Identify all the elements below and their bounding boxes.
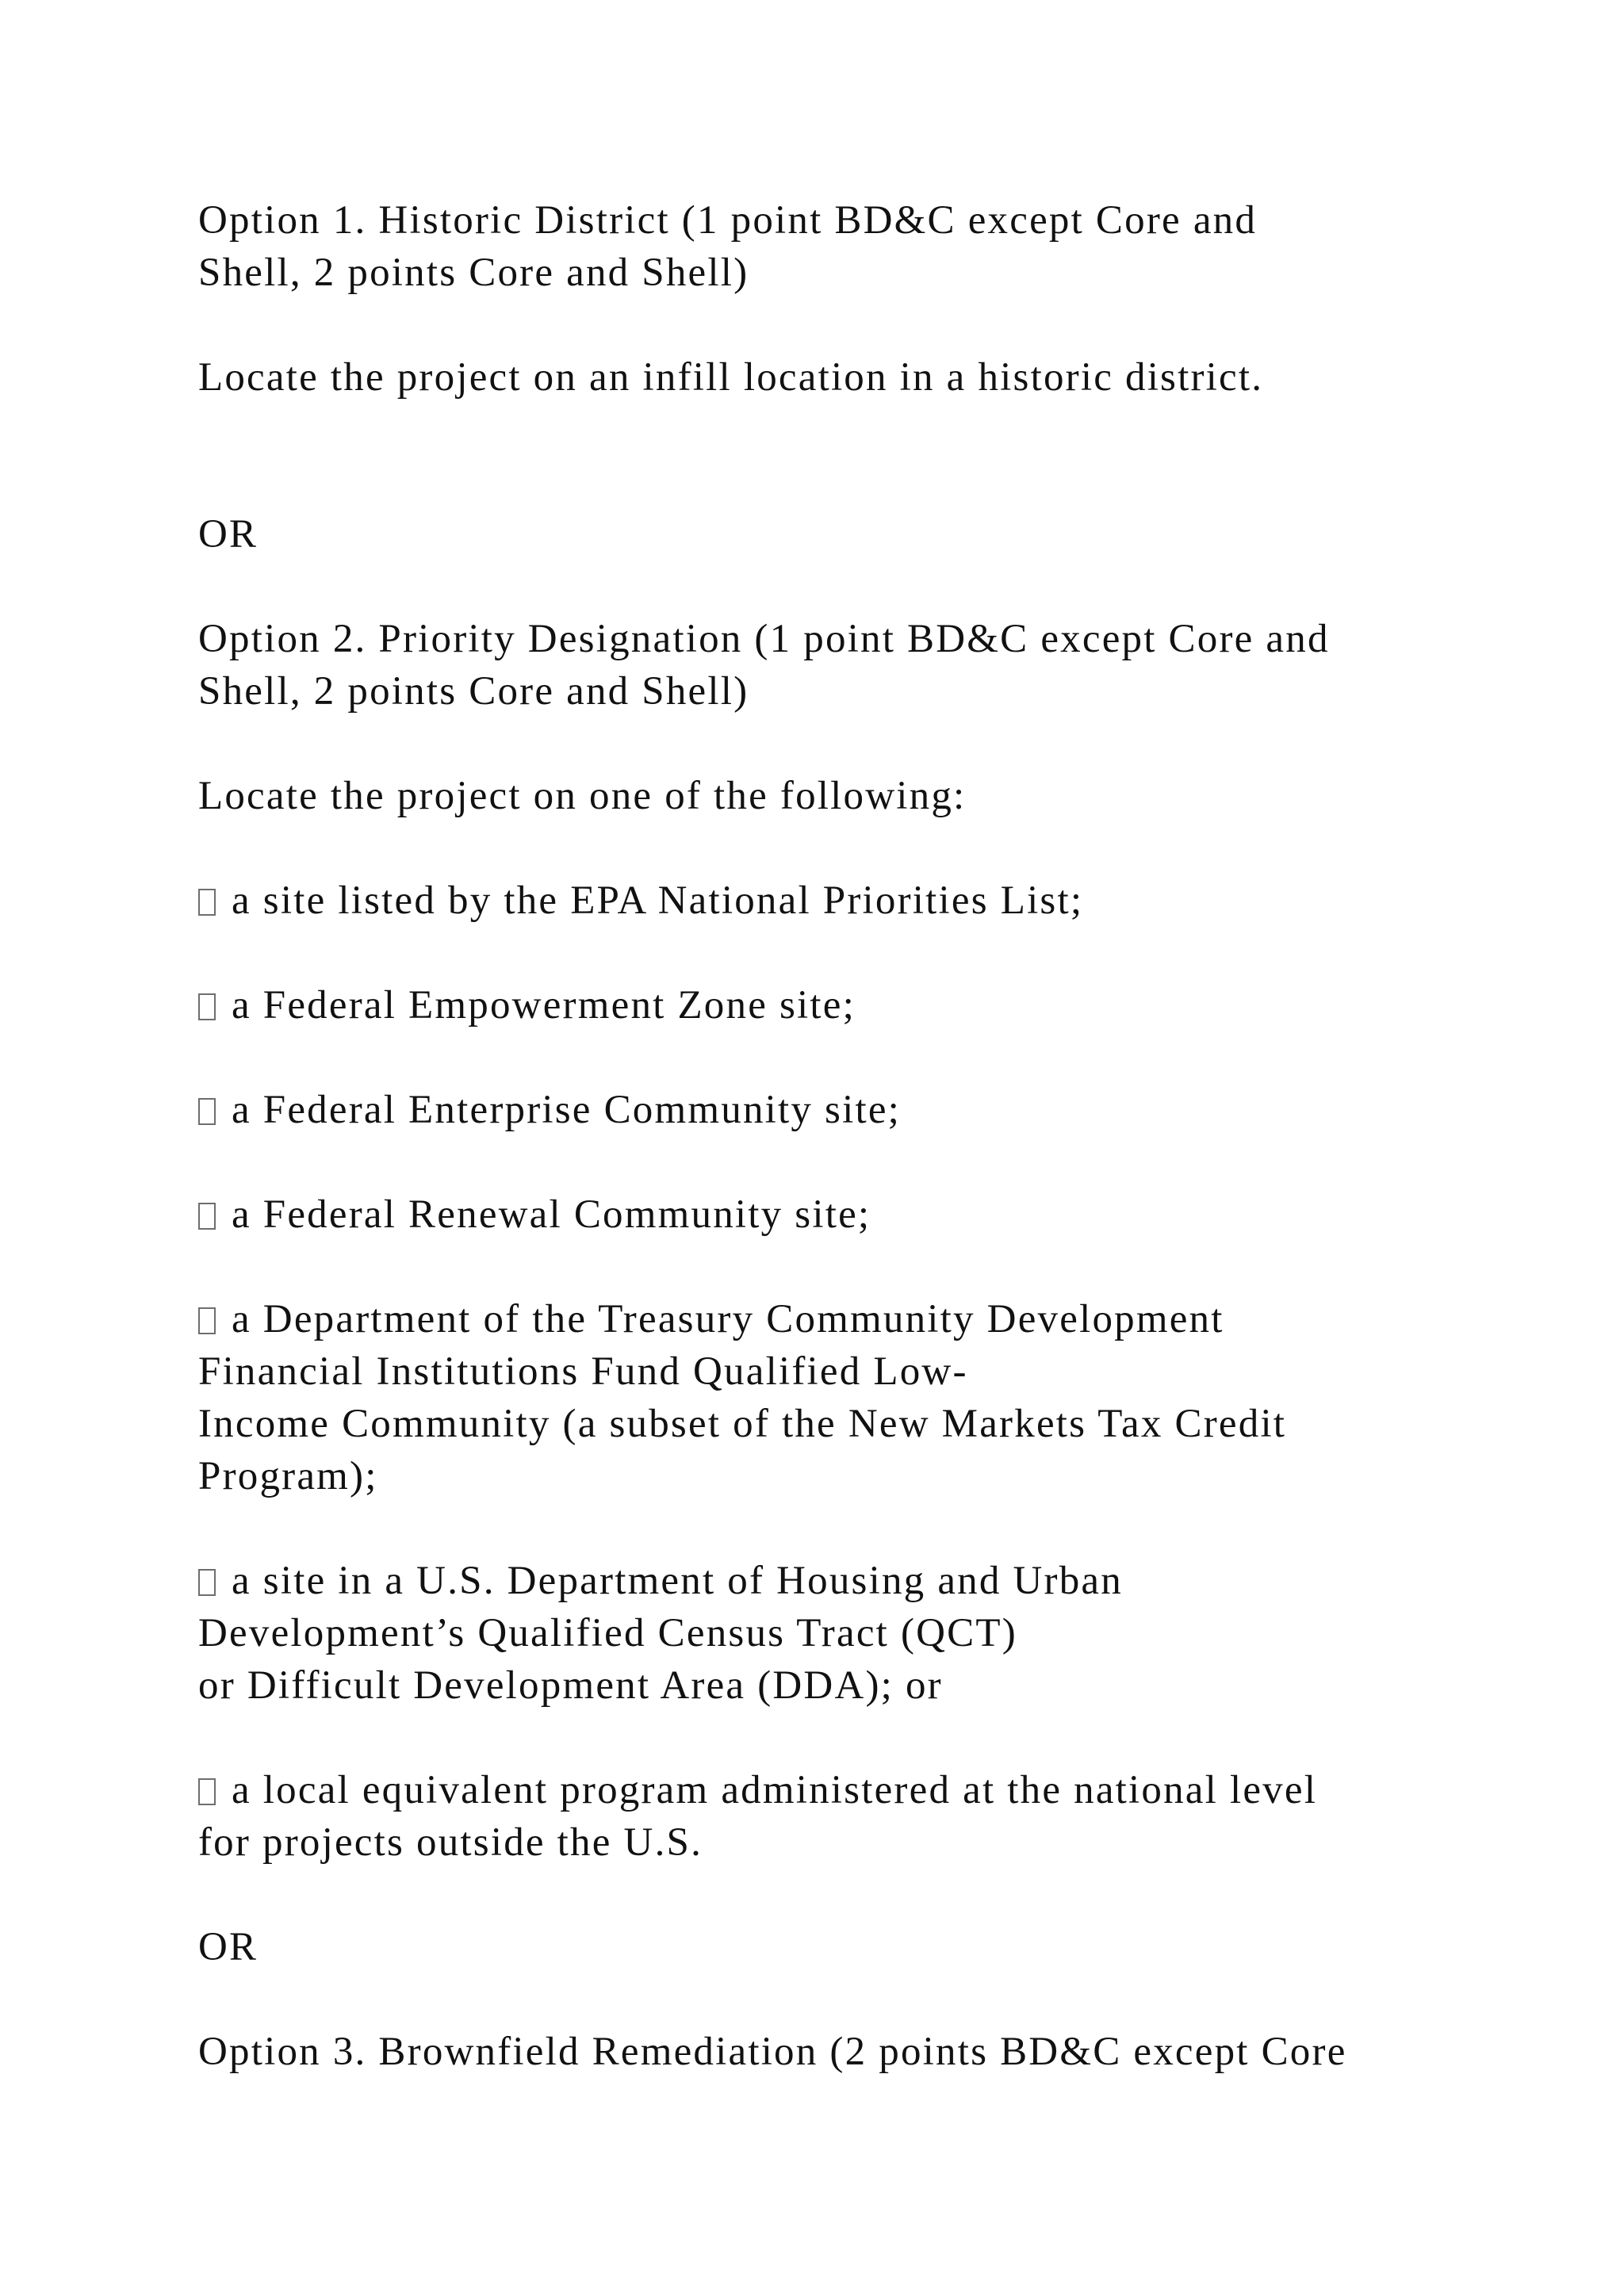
list-item-line [198,874,1530,927]
list-item-text: a site listed by the EPA National Priorities List; [232,878,1084,923]
list-item-line [198,1188,1530,1241]
or-text: OR [198,1925,259,1969]
option3-heading [198,2026,1530,2078]
list-item-line: Program); [198,1454,378,1498]
or-separator-1 [198,508,1530,561]
list-item [198,1293,1530,1502]
list-item-text: a site in a U.S. Department of Housing and Urban [232,1559,1123,1603]
or-separator-2 [198,1921,1530,1973]
list-item-line: Financial Institutions Fund Qualified Low- [198,1349,968,1394]
missing-glyph-box-icon [198,1203,216,1230]
option1-body [198,351,1530,404]
option1-heading-line: Shell, 2 points Core and Shell) [198,251,749,295]
list-item-line: or Difficult Development Area (DDA); or [198,1663,943,1708]
list-item [198,1764,1530,1869]
list-item-line: Development’s Qualified Census Tract (QCT) [198,1611,1017,1655]
option1-body-text: Locate the project on an infill location in a historic district. [198,355,1264,400]
option2-heading [198,613,1530,718]
option1-heading [198,194,1530,299]
list-item-line [198,1555,1530,1607]
list-item-line: for projects outside the U.S. [198,1820,703,1865]
list-item-line [198,1293,1530,1345]
list-item-text: a Department of the Treasury Community Development [232,1297,1224,1341]
list-item-text: a Federal Renewal Community site; [232,1192,871,1237]
list-item-text: a Federal Empowerment Zone site; [232,983,856,1027]
list-item-line [198,979,1530,1031]
option1-heading-line: Option 1. Historic District (1 point BD&C except Core and [198,198,1258,243]
option2-intro-text: Locate the project on one of the following: [198,774,967,818]
option2-intro [198,770,1530,822]
option2-heading-line: Option 2. Priority Designation (1 point BD&C except Core and [198,617,1330,661]
list-item-line [198,1084,1530,1136]
list-item [198,1084,1530,1136]
missing-glyph-box-icon [198,1307,216,1334]
list-item-line [198,1764,1530,1816]
option3-heading-line: Option 3. Brownfield Remediation (2 points BD&C except Core [198,2030,1347,2074]
list-item [198,874,1530,927]
or-text: OR [198,512,259,557]
missing-glyph-box-icon [198,993,216,1020]
list-item [198,1188,1530,1241]
missing-glyph-box-icon [198,1098,216,1125]
missing-glyph-box-icon [198,1569,216,1596]
list-item-line: Income Community (a subset of the New Markets Tax Credit [198,1402,1287,1446]
option2-heading-line: Shell, 2 points Core and Shell) [198,669,749,714]
list-item [198,979,1530,1031]
missing-glyph-box-icon [198,1778,216,1805]
list-item-text: a local equivalent program administered at the national level [232,1768,1318,1812]
document-body [198,194,1530,2130]
list-item-text: a Federal Enterprise Community site; [232,1088,902,1132]
list-item [198,1555,1530,1712]
missing-glyph-box-icon [198,889,216,916]
